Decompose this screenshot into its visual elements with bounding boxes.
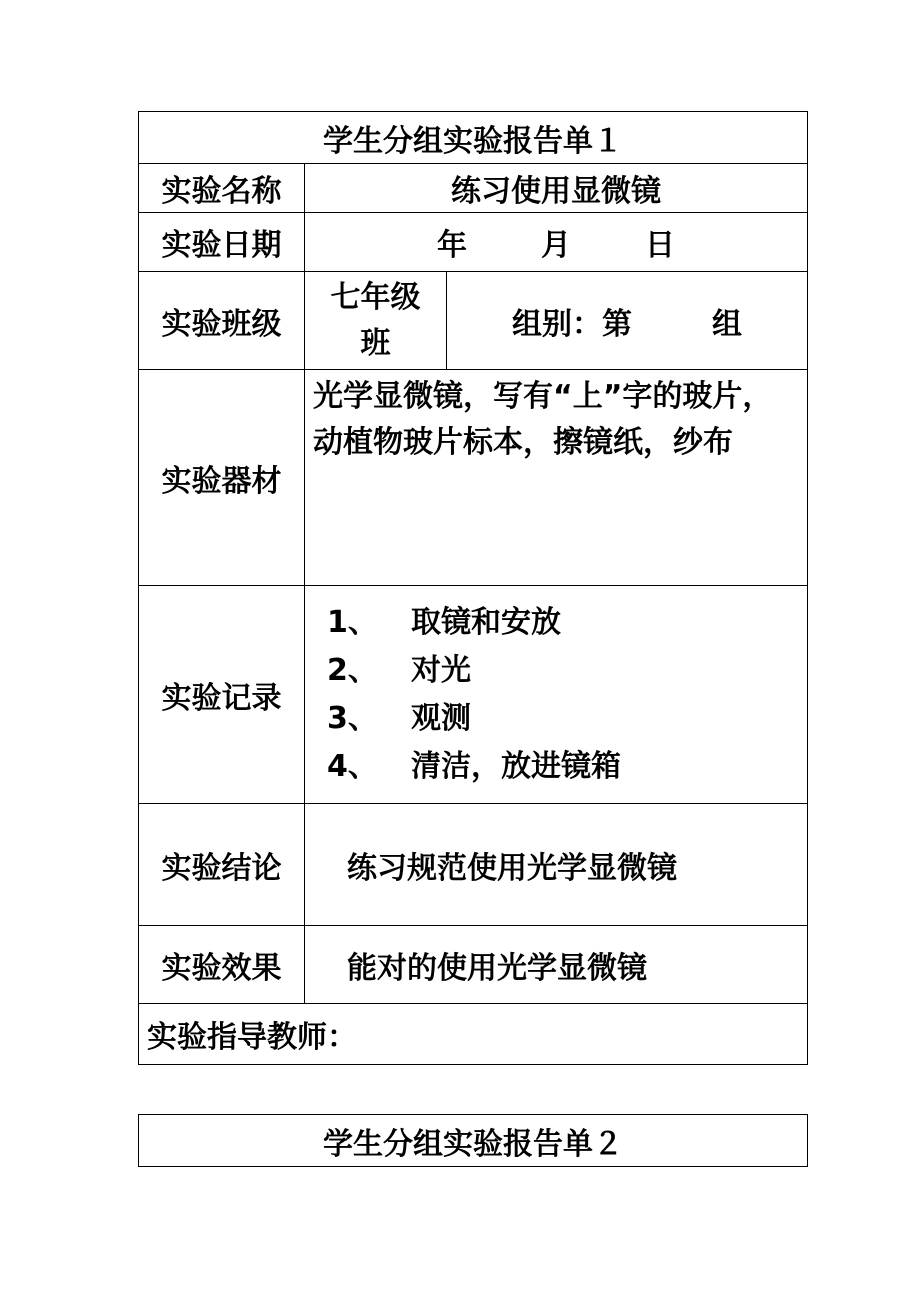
record-step: 4、 清洁，放进镜箱 bbox=[327, 748, 621, 784]
date-day: 日 bbox=[645, 228, 675, 263]
record-step: 3、 观测 bbox=[327, 700, 471, 736]
record-steps-list bbox=[305, 599, 807, 791]
class-grade: 七年级 bbox=[330, 279, 421, 315]
experiment-date-label: 实验日期 bbox=[139, 213, 305, 272]
group-prefix: 组别：第 bbox=[512, 306, 632, 342]
class-suffix: 班 bbox=[360, 325, 391, 361]
materials-label: 实验器材 bbox=[139, 370, 305, 586]
experiment-date-value bbox=[305, 213, 808, 272]
report-title: 学生分组实验报告单１ bbox=[139, 112, 808, 164]
experiment-class-value bbox=[305, 272, 447, 370]
report-table-1 bbox=[138, 111, 808, 1065]
experiment-name-label: 实验名称 bbox=[139, 164, 305, 213]
record-step: 2、 对光 bbox=[327, 652, 471, 688]
teacher-label: 实验指导教师： bbox=[139, 1004, 808, 1065]
date-month: 月 bbox=[541, 228, 571, 263]
experiment-name-value: 练习使用显微镜 bbox=[305, 164, 808, 213]
record-value bbox=[305, 586, 808, 804]
effect-label: 实验效果 bbox=[139, 926, 305, 1004]
materials-value: 光学显微镜，写有“上”字的玻片，动植物玻片标本，擦镜纸，纱布 bbox=[305, 370, 808, 586]
record-label: 实验记录 bbox=[139, 586, 305, 804]
experiment-group-value bbox=[447, 272, 808, 370]
experiment-class-label: 实验班级 bbox=[139, 272, 305, 370]
group-suffix: 组 bbox=[712, 306, 742, 342]
conclusion-value: 练习规范使用光学显微镜 bbox=[305, 804, 808, 926]
record-step: 1、 取镜和安放 bbox=[327, 604, 561, 640]
conclusion-label: 实验结论 bbox=[139, 804, 305, 926]
report-table-2 bbox=[138, 1114, 808, 1167]
date-year: 年 bbox=[437, 228, 467, 263]
effect-value: 能对的使用光学显微镜 bbox=[305, 926, 808, 1004]
report-title-2: 学生分组实验报告单２ bbox=[139, 1115, 808, 1167]
